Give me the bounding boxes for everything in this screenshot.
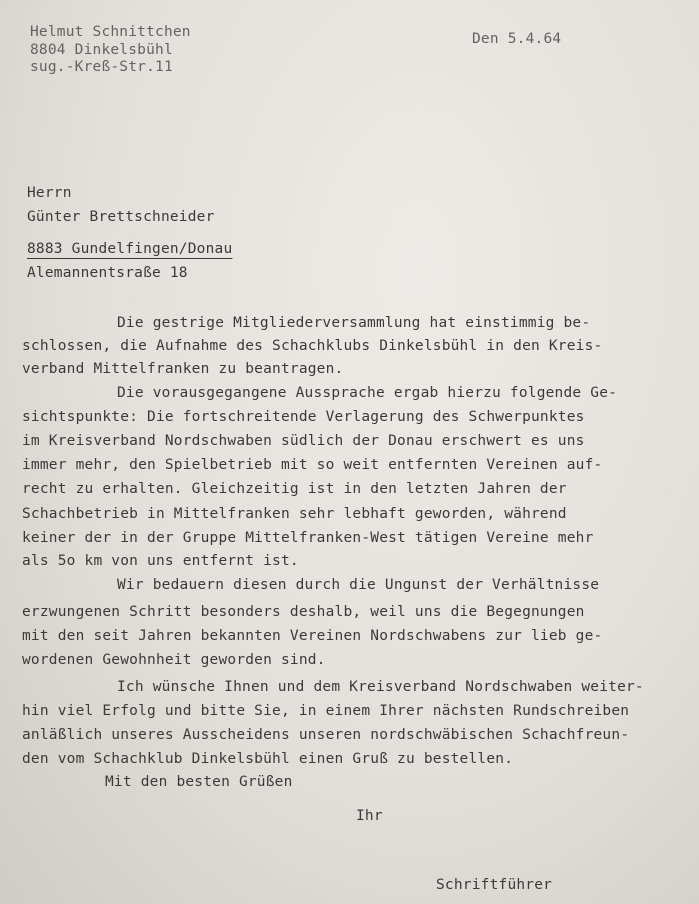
letter-date: Den 5.4.64	[472, 31, 562, 47]
body-line: Ich wünsche Ihnen und dem Kreisverband Nordschwaben weiter-	[117, 679, 644, 695]
body-line: anläßlich unseres Ausscheidens unseren nordschwäbischen Schachfreun-	[22, 727, 630, 743]
body-line: Wir bedauern diesen durch die Ungunst der Verhältnisse	[117, 577, 600, 593]
body-line: den vom Schachklub Dinkelsbühl einen Gruß zu bestellen.	[22, 751, 514, 767]
body-line: hin viel Erfolg und bitte Sie, in einem Ihrer nächsten Rundschreiben	[22, 703, 630, 719]
body-line: immer mehr, den Spielbetrieb mit so weit entfernten Vereinen auf-	[22, 457, 603, 473]
body-line: als 5o km von uns entfernt ist.	[22, 553, 299, 569]
body-line: Die vorausgegangene Aussprache ergab hierzu folgende Ge-	[117, 385, 618, 401]
closing-line: Mit den besten Grüßen	[105, 774, 293, 790]
sender-name: Helmut Schnittchen	[30, 24, 191, 40]
recipient-salutation: Herrn	[27, 185, 72, 201]
recipient-city: 8883 Gundelfingen/Donau	[27, 241, 233, 257]
body-line: wordenen Gewohnheit geworden sind.	[22, 652, 326, 668]
recipient-street: Alemannentsraße 18	[27, 265, 188, 281]
body-line: mit den seit Jahren bekannten Vereinen Nordschwabens zur lieb ge-	[22, 628, 603, 644]
body-line: keiner der in der Gruppe Mittelfranken-West tätigen Vereine mehr	[22, 530, 594, 546]
sender-city: 8804 Dinkelsbühl	[30, 42, 173, 58]
body-line: erzwungenen Schritt besonders deshalb, weil uns die Begegnungen	[22, 604, 585, 620]
body-line: sichtspunkte: Die fortschreitende Verlagerung des Schwerpunktes	[22, 409, 585, 425]
body-line: schlossen, die Aufnahme des Schachklubs Dinkelsbühl in den Kreis-	[22, 338, 603, 354]
body-line: im Kreisverband Nordschwaben südlich der Donau erschwert es uns	[22, 433, 585, 449]
sender-street: sug.-Kreß-Str.11	[30, 59, 173, 75]
body-line: Die gestrige Mitgliederversammlung hat einstimmig be-	[117, 315, 591, 331]
signer-role: Schriftführer	[436, 877, 553, 893]
body-line: recht zu erhalten. Gleichzeitig ist in den letzten Jahren der	[22, 481, 567, 497]
body-line: verband Mittelfranken zu beantragen.	[22, 361, 344, 377]
signoff: Ihr	[356, 808, 383, 824]
body-line: Schachbetrieb in Mittelfranken sehr lebhaft geworden, während	[22, 506, 567, 522]
recipient-name: Günter Brettschneider	[27, 209, 215, 225]
